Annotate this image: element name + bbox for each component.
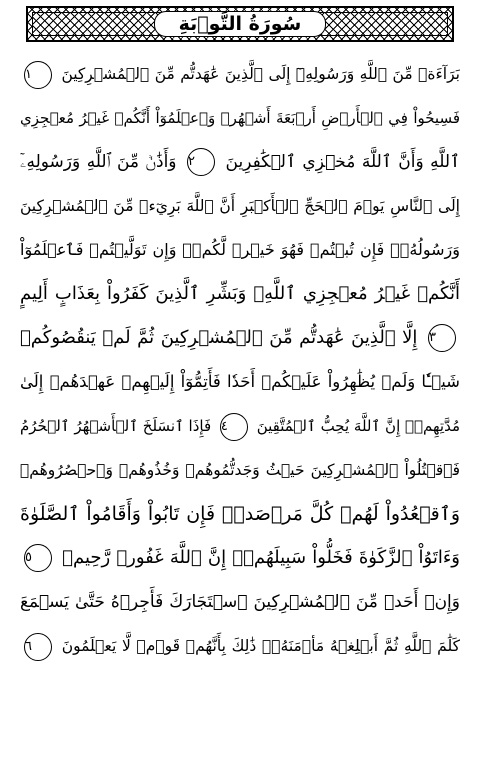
- text-line-12: [20, 536, 460, 580]
- line-text: فَسِيحُواْ فِي ٱلۡأَرۡضِ أَرۡبَعَةَ أَشۡهُرٖ وَٱعۡلَمُوٓاْ أَنَّكُمۡ غَيۡرُ مُعۡجِزِي: [20, 109, 460, 127]
- line-text: بَرَآءَةٞ مِّنَ ٱللَّهِ وَرَسُولِهِۦٓ إِلَى ٱلَّذِينَ عَٰهَدتُّم مِّنَ ٱلۡمُشۡرِكِينَ: [61, 65, 460, 83]
- header-ornament: [32, 12, 448, 36]
- text-line-8: [20, 360, 460, 404]
- text-line-9: [20, 404, 460, 448]
- text-line-1: [20, 52, 460, 96]
- line-text: كَلَٰمَ ٱللَّهِ ثُمَّ أَبۡلِغۡهُ مَأۡمَنَهُۥۚ ذَٰلِكَ بِأَنَّهُمۡ قَوۡمٞ لَّا يَعۡلَمُونَ: [61, 637, 460, 655]
- ayah-number-marker: ٢: [187, 148, 215, 176]
- line-text: وَأَذَٰنٞ مِّنَ ٱللَّهِ وَرَسُولِهِۦٓ: [20, 152, 177, 172]
- line-text: وَرَسُولُهُۥۚ فَإِن تُبۡتُمۡ فَهُوَ خَيۡرٞ لَّكُمۡۖ وَإِن تَوَلَّيۡتُمۡ فَٱعۡلَمُوٓاْ: [20, 240, 460, 259]
- surah-title-cartouche: [154, 11, 326, 37]
- ayah-number-marker: ٦: [24, 633, 52, 661]
- line-text: فَإِذَا ٱنسَلَخَ ٱلۡأَشۡهُرُ ٱلۡحُرُمُ: [20, 417, 212, 435]
- line-text: شَيۡـٔٗا وَلَمۡ يُظَٰهِرُواْ عَلَيۡكُمۡ أَحَدٗا فَأَتِمُّوٓاْ إِلَيۡهِمۡ عَهۡدَهُمۡ إِلَىٰ: [20, 372, 460, 391]
- text-line-11: [20, 492, 460, 536]
- line-text: وَٱقۡعُدُواْ لَهُمۡ كُلَّ مَرۡصَدٖۚ فَإِن تَابُواْ وَأَقَامُواْ ٱلصَّلَوٰةَ: [20, 503, 460, 525]
- text-line-14: [20, 624, 460, 668]
- line-text: إِلَّا ٱلَّذِينَ عَٰهَدتُّم مِّنَ ٱلۡمُشۡرِكِينَ ثُمَّ لَمۡ يَنقُصُوكُمۡ: [20, 327, 418, 348]
- line-text: إِلَى ٱلنَّاسِ يَوۡمَ ٱلۡحَجِّ ٱلۡأَكۡبَرِ أَنَّ ٱللَّهَ بَرِيٓءٞ مِّنَ ٱلۡمُشۡرِكِينَ: [20, 197, 460, 215]
- line-text: أَنَّكُمۡ غَيۡرُ مُعۡجِزِي ٱللَّهِۗ وَبَشِّرِ ٱلَّذِينَ كَفَرُواْ بِعَذَابٍ أَلِيمٍ: [20, 283, 460, 304]
- line-text: ٱللَّهِ وَأَنَّ ٱللَّهَ مُخۡزِي ٱلۡكَٰفِرِينَ: [225, 152, 460, 172]
- text-line-7: [20, 316, 460, 360]
- text-line-6: [20, 272, 460, 316]
- text-line-5: [20, 228, 460, 272]
- text-line-13: [20, 580, 460, 624]
- ayah-number-marker: ٥: [24, 544, 52, 572]
- line-text: مُدَّتِهِمۡۚ إِنَّ ٱللَّهَ يُحِبُّ ٱلۡمُتَّقِينَ: [256, 417, 460, 435]
- text-line-4: [20, 184, 460, 228]
- ayah-number-marker: ٣: [428, 324, 456, 352]
- surah-header-frame: [26, 6, 454, 42]
- ayah-number-marker: ٤: [220, 413, 248, 441]
- text-line-2: [20, 96, 460, 140]
- surah-title: سُورَةُ التَّوۡبَةِ: [178, 12, 302, 35]
- line-text: وَءَاتَوُاْ ٱلزَّكَوٰةَ فَخَلُّواْ سَبِيلَهُمۡۚ إِنَّ ٱللَّهَ غَفُورٞ رَّحِيمٞ: [62, 547, 460, 568]
- line-text: وَإِنۡ أَحَدٞ مِّنَ ٱلۡمُشۡرِكِينَ ٱسۡتَجَارَكَ فَأَجِرۡهُ حَتَّىٰ يَسۡمَعَ: [20, 592, 460, 612]
- ayah-number-marker: ١: [24, 61, 52, 89]
- text-line-3: [20, 140, 460, 184]
- line-text: فَٱقۡتُلُواْ ٱلۡمُشۡرِكِينَ حَيۡثُ وَجَدتُّمُوهُمۡ وَخُذُوهُمۡ وَٱحۡصُرُوهُمۡ: [20, 461, 460, 479]
- text-line-10: [20, 448, 460, 492]
